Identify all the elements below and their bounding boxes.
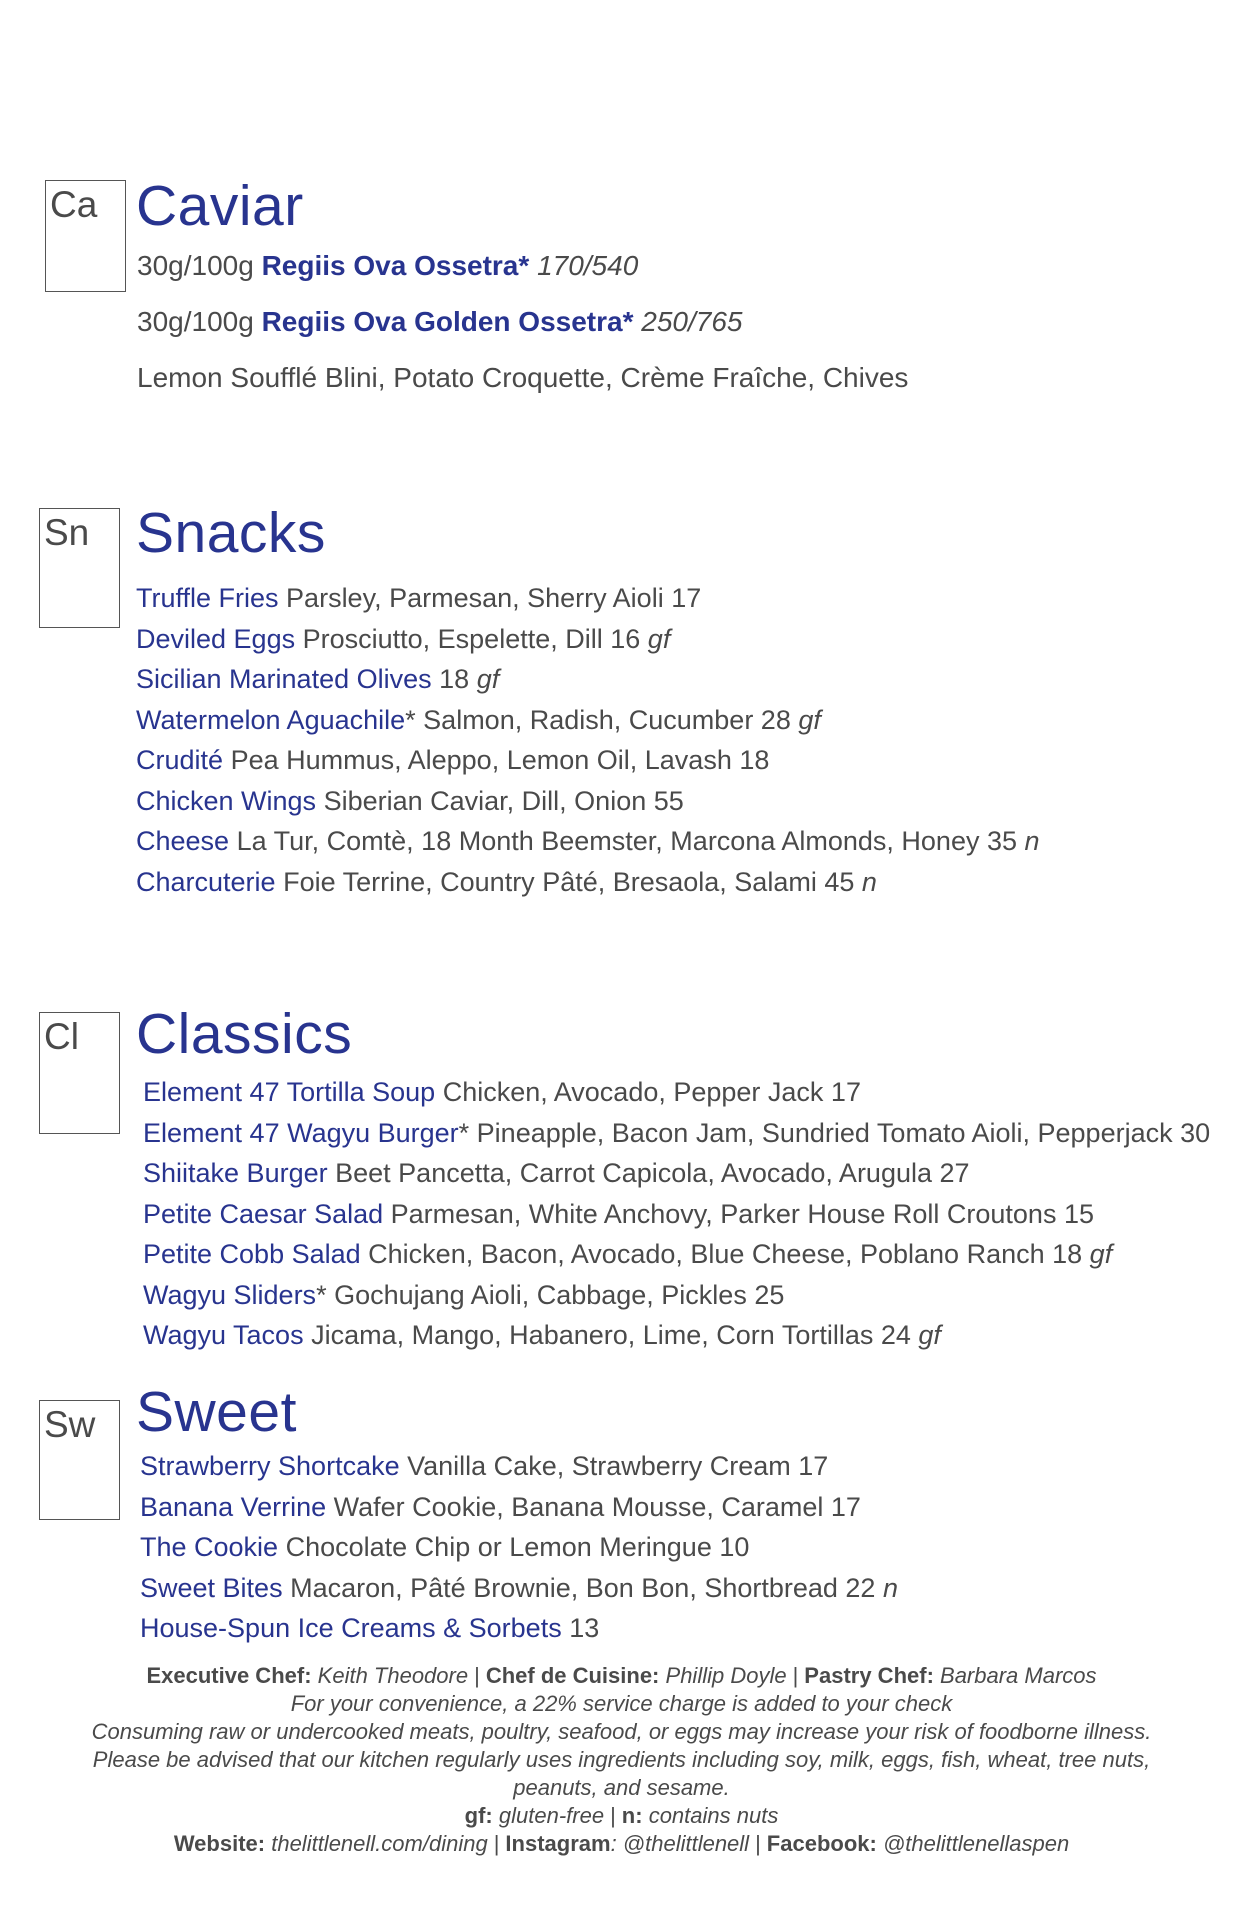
caviar-accompaniments: Lemon Soufflé Blini, Potato Croquette, Crème Fraîche, Chives xyxy=(137,362,909,393)
sweet-symbol-box xyxy=(39,1400,120,1520)
raw-food-warning: Consuming raw or undercooked meats, poultry, seafood, or eggs may increase your risk of foodborne illness. xyxy=(91,1719,1152,1744)
menu-item: House-Spun Ice Creams & Sorbets 13 xyxy=(140,1613,600,1643)
sweet-list xyxy=(140,1446,898,1649)
menu-item: Cheese La Tur, Comtè, 18 Month Beemster, Marcona Almonds, Honey 35 n xyxy=(136,826,1040,856)
classics-symbol: Cl xyxy=(44,1016,79,1057)
website-link[interactable]: thelittlenell.com/dining xyxy=(271,1831,488,1856)
social-links: Website: thelittlenell.com/dining | Instagram: @thelittlenell | Facebook: @thelittlenellaspen xyxy=(173,1831,1070,1856)
menu-item: Strawberry Shortcake Vanilla Cake, Strawberry Cream 17 xyxy=(140,1451,829,1481)
snacks-symbol-box xyxy=(39,508,120,628)
instagram-link[interactable]: : @thelittlenell xyxy=(610,1831,750,1856)
menu-item: Shiitake Burger Beet Pancetta, Carrot Capicola, Avocado, Arugula 27 xyxy=(143,1158,970,1188)
caviar-item: 30g/100g Regiis Ova Ossetra* 170/540 xyxy=(137,250,639,281)
service-charge-note: For your convenience, a 22% service charge is added to your check xyxy=(290,1691,953,1716)
caviar-title: Caviar xyxy=(136,174,304,238)
snacks-symbol: Sn xyxy=(44,512,90,553)
allergen-note-cont: peanuts, and sesame. xyxy=(513,1775,730,1800)
menu-item: Sweet Bites Macaron, Pâté Brownie, Bon Bon, Shortbread 22 n xyxy=(140,1572,898,1603)
menu-item: Crudité Pea Hummus, Aleppo, Lemon Oil, Lavash 18 xyxy=(136,745,770,775)
menu-item: Charcuterie Foie Terrine, Country Pâté, Bresaola, Salami 45 n xyxy=(136,866,877,897)
caviar-symbol: Ca xyxy=(50,184,98,225)
menu-item: Petite Cobb Salad Chicken, Bacon, Avocado, Blue Cheese, Poblano Ranch 18 gf xyxy=(143,1239,1113,1269)
menu-item: Deviled Eggs Prosciutto, Espelette, Dill 16 gf xyxy=(136,623,671,654)
caviar-list xyxy=(137,250,908,394)
menu-item: Wagyu Sliders* Gochujang Aioli, Cabbage, Pickles 25 xyxy=(143,1279,785,1310)
chef-credits: Executive Chef: Keith Theodore | Chef de Cuisine: Phillip Doyle | Pastry Chef: Barbara Marcos xyxy=(146,1663,1097,1688)
menu-item: Chicken Wings Siberian Caviar, Dill, Onion 55 xyxy=(136,785,684,816)
caviar-symbol-box xyxy=(45,180,126,292)
snacks-list xyxy=(136,578,1040,902)
allergen-note: Please be advised that our kitchen regularly uses ingredients including soy, milk, eggs, fish, wheat, tree nuts, xyxy=(92,1747,1151,1772)
menu-item: Truffle Fries Parsley, Parmesan, Sherry Aioli 17 xyxy=(136,583,702,613)
menu-item: Element 47 Tortilla Soup Chicken, Avocado, Pepper Jack 17 xyxy=(143,1077,861,1107)
menu-footer xyxy=(0,1662,1243,1858)
caviar-item: 30g/100g Regiis Ova Golden Ossetra* 250/765 xyxy=(137,306,743,337)
legend: gf: gluten-free | n: contains nuts xyxy=(464,1803,779,1828)
menu-item: Element 47 Wagyu Burger* Pineapple, Bacon Jam, Sundried Tomato Aioli, Pepperjack 30 xyxy=(143,1117,1211,1148)
classics-list xyxy=(143,1072,1210,1356)
snacks-title: Snacks xyxy=(136,501,326,565)
sweet-symbol: Sw xyxy=(44,1404,96,1445)
menu-item: Wagyu Tacos Jicama, Mango, Habanero, Lime, Corn Tortillas 24 gf xyxy=(143,1320,941,1350)
facebook-link[interactable]: @thelittlenellaspen xyxy=(882,1831,1070,1856)
menu-item: The Cookie Chocolate Chip or Lemon Meringue 10 xyxy=(140,1532,750,1562)
menu-item: Banana Verrine Wafer Cookie, Banana Mousse, Caramel 17 xyxy=(140,1491,861,1522)
menu-item: Sicilian Marinated Olives 18 gf xyxy=(136,664,500,694)
classics-title: Classics xyxy=(136,1002,353,1066)
menu-item: Petite Caesar Salad Parmesan, White Anchovy, Parker House Roll Croutons 15 xyxy=(143,1198,1094,1229)
sweet-title: Sweet xyxy=(136,1380,297,1444)
menu-item: Watermelon Aguachile* Salmon, Radish, Cucumber 28 gf xyxy=(136,704,821,735)
classics-symbol-box xyxy=(39,1012,120,1134)
